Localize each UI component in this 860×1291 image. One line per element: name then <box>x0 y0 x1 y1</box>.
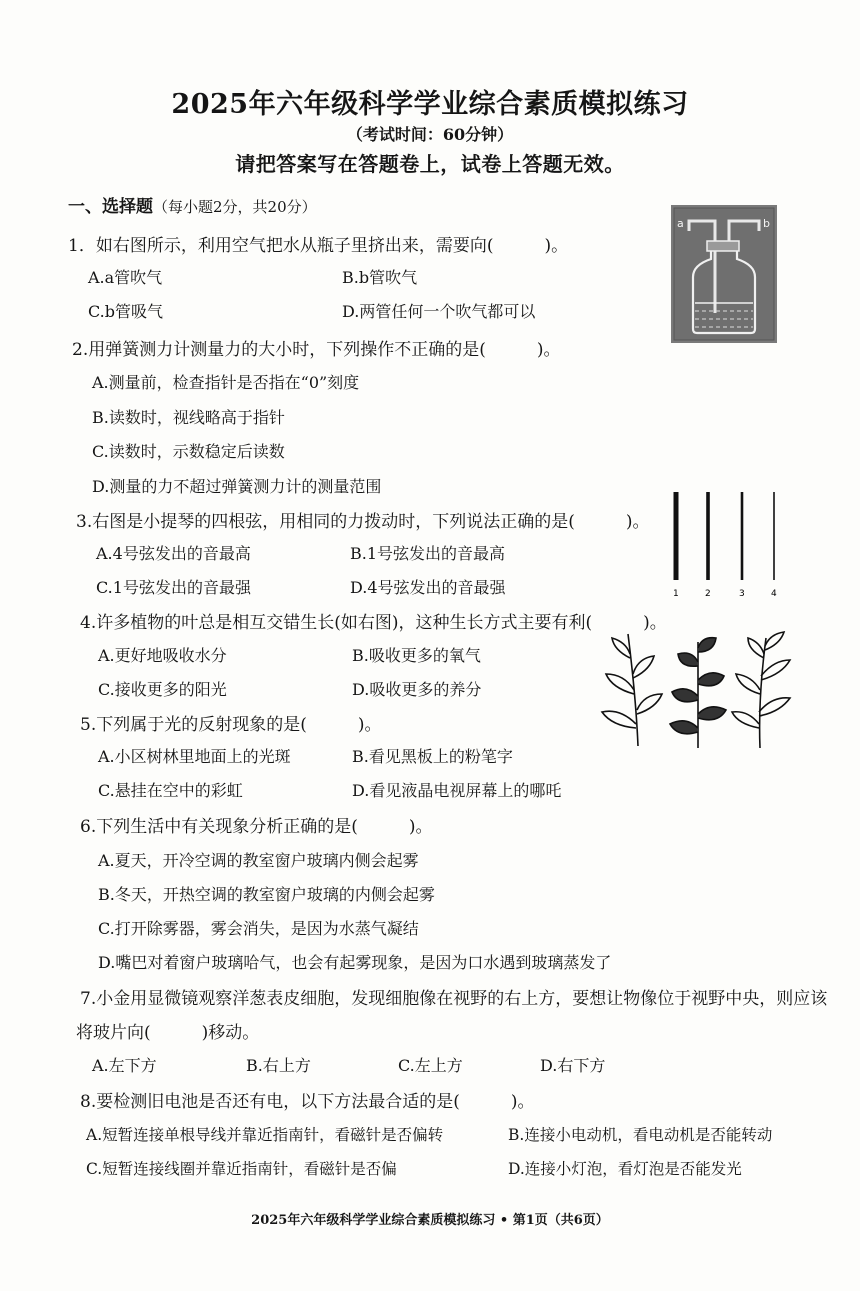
question-3-option-a: A.4号弦发出的音最高 <box>96 544 251 563</box>
string-label-2: 2 <box>705 589 711 599</box>
question-4-option-a: A.更好地吸收水分 <box>98 646 227 665</box>
question-8-option-b: B.连接小电动机，看电动机是否能转动 <box>508 1126 773 1144</box>
question-4-option-b: B.吸收更多的氧气 <box>352 646 481 665</box>
question-7-option-b: B.右上方 <box>246 1056 311 1075</box>
question-1-option-a: A.a管吹气 <box>88 268 163 287</box>
question-7-option-a: A.左下方 <box>92 1056 157 1075</box>
bottle-illustration <box>671 205 777 343</box>
string-label-1: 1 <box>673 589 679 599</box>
question-2-option-b: B.读数时，视线略高于指针 <box>92 408 285 427</box>
section-note: （每小题2分，共20分） <box>153 198 317 216</box>
section-title: 一、选择题 <box>68 197 153 217</box>
question-5-option-d: D.看见液晶电视屏幕上的哪吒 <box>352 781 562 800</box>
page-footer: 2025年六年级科学学业综合素质模拟练习 • 第1页（共6页） <box>251 1213 609 1228</box>
violin-strings-figure <box>664 488 788 600</box>
section-heading <box>68 192 317 217</box>
question-5-option-b: B.看见黑板上的粉笔字 <box>352 747 513 766</box>
question-8-stem: 8.要检测旧电池是否还有电，以下方法最合适的是( )。 <box>80 1092 535 1112</box>
question-7-stem-line2: 将玻片向( )移动。 <box>76 1023 260 1043</box>
question-1-option-c: C.b管吸气 <box>88 302 164 321</box>
question-3-option-c: C.1号弦发出的音最强 <box>96 578 251 597</box>
question-2-option-d: D.测量的力不超过弹簧测力计的测量范围 <box>92 477 382 496</box>
question-5-option-c: C.悬挂在空中的彩虹 <box>98 781 243 800</box>
question-1-option-b: B.b管吹气 <box>342 268 418 287</box>
answer-notice: 请把答案写在答题卷上，试卷上答题无效。 <box>235 152 625 176</box>
question-6-stem: 6.下列生活中有关现象分析正确的是( )。 <box>80 817 433 837</box>
question-7-stem-line1: 7.小金用显微镜观察洋葱表皮细胞，发现细胞像在视野的右上方，要想让物像位于视野中央，则应该 <box>80 989 828 1009</box>
question-3-option-d: D.4号弦发出的音最强 <box>350 578 506 597</box>
question-4-stem: 4.许多植物的叶总是相互交错生长(如右图)，这种生长方式主要有利( )。 <box>80 613 667 633</box>
plant-leaves-figure <box>598 628 798 750</box>
question-6-option-d: D.嘴巴对着窗户玻璃哈气，也会有起雾现象，是因为口水遇到玻璃蒸发了 <box>98 953 612 972</box>
string-label-4: 4 <box>771 589 777 599</box>
tube-a-label: a <box>677 217 684 230</box>
question-6-option-a: A.夏天，开冷空调的教室窗户玻璃内侧会起雾 <box>98 851 419 870</box>
tube-b-label: b <box>763 217 770 230</box>
question-8-option-a: A.短暂连接单根导线并靠近指南针，看磁针是否偏转 <box>86 1126 444 1144</box>
bottle-figure <box>671 205 777 343</box>
question-8-option-d: D.连接小灯泡，看灯泡是否能发光 <box>508 1160 742 1178</box>
question-2-option-a: A.测量前，检查指针是否指在“0”刻度 <box>92 373 360 392</box>
question-4-option-c: C.接收更多的阳光 <box>98 680 227 699</box>
plant-3 <box>732 632 790 748</box>
question-4-option-d: D.吸收更多的养分 <box>352 680 482 699</box>
question-7-option-d: D.右下方 <box>540 1056 606 1075</box>
question-3-stem: 3.右图是小提琴的四根弦，用相同的力拨动时，下列说法正确的是( )。 <box>76 512 650 532</box>
question-5-stem: 5.下列属于光的反射现象的是( )。 <box>80 715 382 735</box>
question-3-option-b: B.1号弦发出的音最高 <box>350 544 506 563</box>
question-1-stem: 1．如右图所示，利用空气把水从瓶子里挤出来，需要向( )。 <box>68 236 569 256</box>
question-5-option-a: A.小区树林里地面上的光斑 <box>98 747 291 766</box>
question-7-option-c: C.左上方 <box>398 1056 463 1075</box>
plant-2 <box>670 638 726 748</box>
exam-time: （考试时间：60分钟） <box>346 125 514 144</box>
string-label-3: 3 <box>739 589 745 599</box>
exam-title: 2025年六年级科学学业综合素质模拟练习 <box>171 89 689 120</box>
question-1-option-d: D.两管任何一个吹气都可以 <box>342 302 536 321</box>
question-6-option-c: C.打开除雾器，雾会消失，是因为水蒸气凝结 <box>98 919 419 938</box>
plant-1 <box>602 634 662 746</box>
question-2-stem: 2.用弹簧测力计测量力的大小时，下列操作不正确的是( )。 <box>72 340 561 360</box>
question-6-option-b: B.冬天，开热空调的教室窗户玻璃的内侧会起雾 <box>98 885 435 904</box>
question-2-option-c: C.读数时，示数稳定后读数 <box>92 442 285 461</box>
question-8-option-c: C.短暂连接线圈并靠近指南针，看磁针是否偏 <box>86 1160 397 1178</box>
